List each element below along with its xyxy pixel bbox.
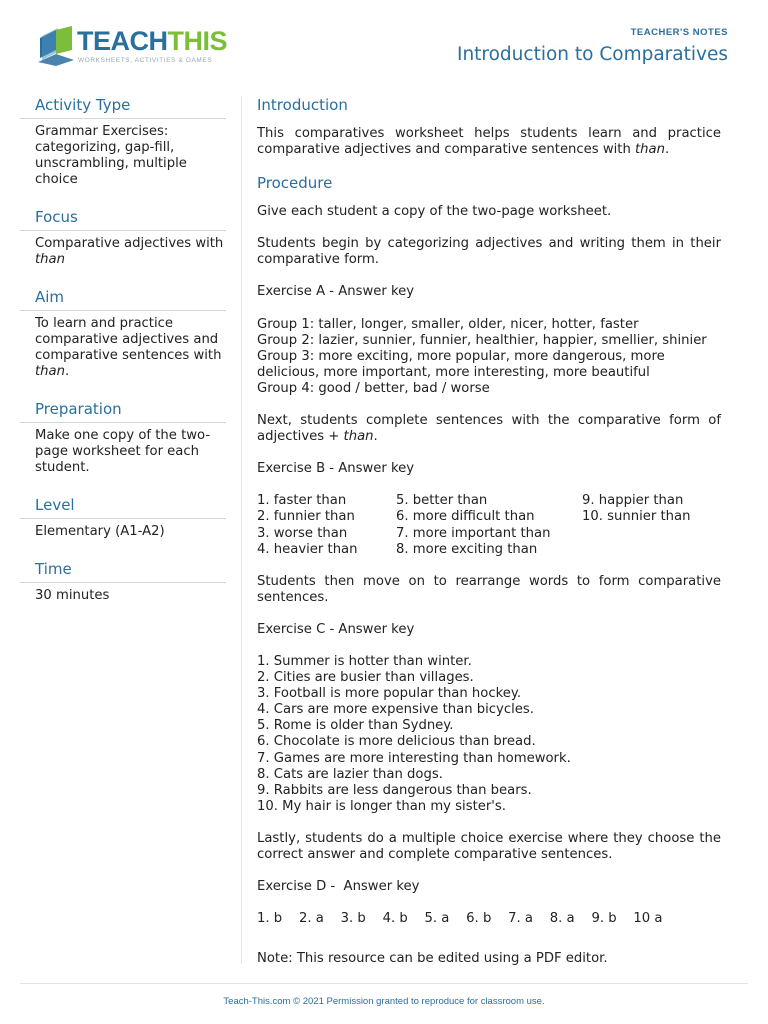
list-item: 5. Rome is older than Sydney. <box>257 718 454 734</box>
list-item: 1. b <box>257 911 283 927</box>
answer-column <box>257 493 396 557</box>
brand-name <box>77 26 227 57</box>
brand-name-part2: THIS <box>167 26 228 56</box>
list-item: 10 a <box>633 911 663 927</box>
book-icon <box>36 24 78 66</box>
sidebar-text <box>20 311 226 380</box>
procedure-paragraph: Lastly, students do a multiple choice exercise where they choose the correct answer and complete comparative sentences. <box>257 830 721 862</box>
list-item: 4. Cars are more expensive than bicycles. <box>257 702 534 718</box>
page-title: Introduction to Comparatives <box>456 44 728 65</box>
text-run: . <box>664 142 670 158</box>
answer-column <box>582 493 721 557</box>
procedure-paragraph: Students then move on to rearrange words to form comparative sentences. <box>257 573 721 605</box>
sidebar-text: Elementary (A1-A2) <box>35 524 165 539</box>
brand-name-part1: TEACH <box>77 26 168 56</box>
brand-tagline: WORKSHEETS, ACTIVITIES & GAMES <box>78 57 213 64</box>
section-heading-procedure: Procedure <box>257 174 333 193</box>
list-item: 8. more exciting than <box>396 541 538 557</box>
exercise-c-answers <box>257 654 721 815</box>
list-item: 9. happier than <box>582 493 684 509</box>
list-item: Group 3: more exciting, more popular, more dangerous, more delicious, more important, more interesting, more beautiful <box>257 348 665 380</box>
list-item: 3. worse than <box>257 525 348 541</box>
emphasis: than <box>635 142 665 158</box>
exercise-d-label: Exercise D - Answer key <box>257 879 420 895</box>
list-item: 3. b <box>340 911 366 927</box>
sidebar-heading: Level <box>20 496 226 519</box>
sidebar-text: Grammar Exercises: categorizing, gap-fill, unscrambling, multiple choice <box>35 124 187 187</box>
text-run: Next, students complete sentences with the comparative form of adjectives + <box>257 413 721 445</box>
footer-text[interactable]: Teach-This.com © 2021 Permission granted to reproduce for classroom use. <box>223 996 545 1007</box>
list-item: 7. more important than <box>396 525 551 541</box>
list-item: 7. Games are more interesting than homework. <box>257 750 571 766</box>
column-divider <box>241 96 242 964</box>
list-item: Group 4: good / better, bad / worse <box>257 380 490 396</box>
header-subtitle: TEACHER'S NOTES <box>630 27 728 38</box>
list-item: 9. b <box>591 911 617 927</box>
exercise-b-label: Exercise B - Answer key <box>257 461 415 477</box>
list-item: Group 1: taller, longer, smaller, older, nicer, hotter, faster <box>257 316 639 332</box>
emphasis: than <box>35 364 65 379</box>
list-item: 6. Chocolate is more delicious than bread. <box>257 734 536 750</box>
emphasis: than <box>343 429 374 445</box>
sidebar-heading: Aim <box>20 288 226 311</box>
header-titles <box>457 27 728 65</box>
list-item: 3. Football is more popular than hockey. <box>257 686 522 702</box>
list-item: Group 2: lazier, sunnier, funnier, healthier, happier, smellier, shinier <box>257 332 707 348</box>
sidebar-heading: Focus <box>20 208 226 231</box>
emphasis: than <box>35 252 65 267</box>
sidebar-heading: Activity Type <box>20 96 226 119</box>
sidebar-text: 30 minutes <box>35 588 110 603</box>
sidebar-time <box>20 560 226 604</box>
brand-logo[interactable] <box>36 24 236 70</box>
page-header <box>0 0 768 90</box>
sidebar-level <box>20 496 226 540</box>
list-item: 5. better than <box>396 493 488 509</box>
note-text: Note: This resource can be edited using a PDF editor. <box>257 951 608 967</box>
sidebar-heading: Preparation <box>20 400 226 423</box>
list-item: 5. a <box>424 911 450 927</box>
text-run: To learn and practice comparative adjectives and comparative sentences with <box>35 316 222 363</box>
text-run: . <box>373 429 378 445</box>
sidebar-text: Make one copy of the two-page worksheet for each student. <box>35 428 211 475</box>
sidebar-heading: Time <box>20 560 226 583</box>
list-item: 8. Cats are lazier than dogs. <box>257 766 443 782</box>
text-run: This comparatives worksheet helps students learn and practice comparative adjectives and comparative sentences with <box>257 126 721 158</box>
exercise-a-answers <box>257 317 721 397</box>
procedure-paragraph: Students begin by categorizing adjectives and writing them in their comparative form. <box>257 236 721 268</box>
answer-column <box>396 493 582 557</box>
section-heading-introduction: Introduction <box>257 96 348 114</box>
list-item: 8. a <box>549 911 575 927</box>
sidebar-preparation <box>20 400 226 476</box>
exercise-b-answers <box>257 493 721 557</box>
exercise-d-answers <box>257 911 721 926</box>
introduction-text <box>257 126 721 158</box>
sidebar-activity-type <box>20 96 226 188</box>
sidebar-aim <box>20 288 226 380</box>
list-item: 4. heavier than <box>257 541 358 557</box>
list-item: 4. b <box>382 911 408 927</box>
list-item: 10. sunnier than <box>582 509 691 525</box>
sidebar-text <box>20 231 226 268</box>
procedure-paragraph: Give each student a copy of the two-page worksheet. <box>257 204 612 220</box>
exercise-c-label: Exercise C - Answer key <box>257 621 415 637</box>
list-item: 7. a <box>508 911 533 927</box>
main-content <box>257 96 721 983</box>
sidebar <box>20 96 226 624</box>
list-item: 2. a <box>298 911 324 927</box>
list-item: 1. Summer is hotter than winter. <box>257 653 472 669</box>
sidebar-focus <box>20 208 226 268</box>
list-item: 6. b <box>466 911 492 927</box>
text-run: Comparative adjectives with <box>35 236 224 251</box>
text-run: . <box>64 364 70 379</box>
list-item: 2. funnier than <box>257 509 355 525</box>
list-item: 1. faster than <box>257 493 347 509</box>
procedure-paragraph <box>257 413 721 445</box>
exercise-a-label: Exercise A - Answer key <box>257 284 415 300</box>
list-item: 6. more difficult than <box>396 509 535 525</box>
list-item: 10. My hair is longer than my sister's. <box>257 798 506 814</box>
footer-divider <box>20 983 748 984</box>
list-item: 9. Rabbits are less dangerous than bears. <box>257 782 532 798</box>
list-item: 2. Cities are busier than villages. <box>257 670 474 686</box>
